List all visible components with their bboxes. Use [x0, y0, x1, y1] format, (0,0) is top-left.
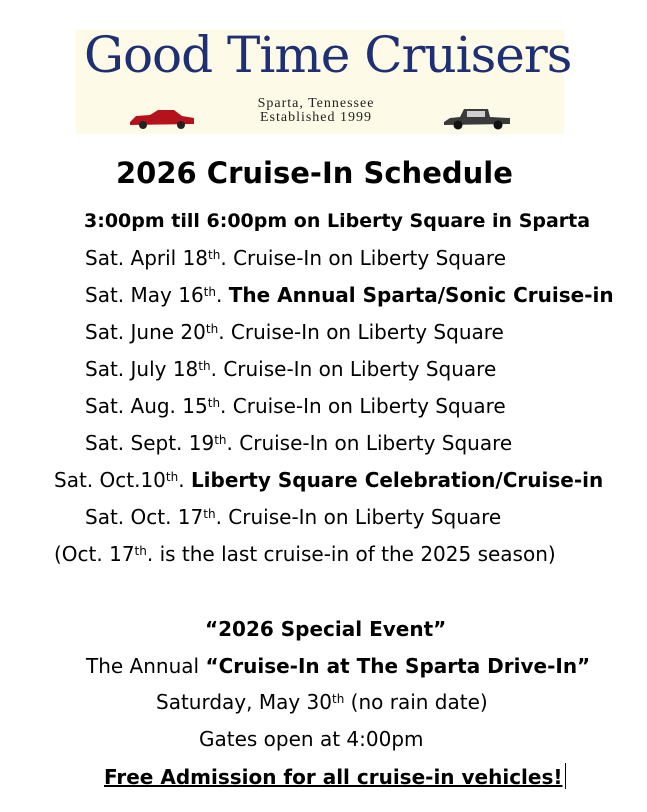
season-note: (Oct. 17th. is the last cruise-in of the 2025 season)	[54, 542, 556, 566]
date-suffix: th	[198, 359, 211, 373]
special-event-title: “2026 Special Event”	[205, 617, 447, 641]
schedule-date: Sat. May 16	[85, 283, 204, 307]
special-event-name: The Annual “Cruise-In at The Sparta Drive-In”	[86, 654, 591, 678]
free-admission-notice: Free Admission for all cruise-in vehicles!	[104, 763, 566, 789]
schedule-event: Liberty Square Celebration/Cruise-in	[190, 468, 604, 492]
club-location: Sparta, Tennessee	[257, 96, 375, 111]
schedule-date: Sat. July 18	[85, 357, 199, 381]
schedule-event: Cruise-In on Liberty Square	[223, 357, 497, 381]
schedule-event: Cruise-In on Liberty Square	[239, 431, 513, 455]
time-location-line: 3:00pm till 6:00pm on Liberty Square in Sparta	[84, 210, 591, 232]
schedule-row: Sat. April 18th. Cruise-In on Liberty Square	[85, 246, 506, 270]
date-suffix: th	[214, 433, 227, 447]
schedule-date: Sat. April 18	[85, 246, 209, 270]
black-antique-car-icon	[440, 106, 512, 130]
schedule-row: Sat. Sept. 19th. Cruise-In on Liberty Square	[85, 431, 513, 455]
date-suffix: th	[207, 396, 221, 410]
schedule-event: The Annual Sparta/Sonic Cruise-in	[228, 283, 614, 307]
schedule-row: Sat. July 18th. Cruise-In on Liberty Square	[85, 357, 497, 381]
page-title: 2026 Cruise-In Schedule	[116, 156, 513, 190]
schedule-event: Cruise-In on Liberty Square	[228, 505, 502, 529]
schedule-row: Sat. May 16th. The Annual Sparta/Sonic Cruise-in	[85, 283, 614, 307]
schedule-date: Sat. June 20	[85, 320, 206, 344]
red-classic-car-icon	[128, 108, 196, 130]
schedule-event: Cruise-In on Liberty Square	[233, 246, 506, 270]
schedule-row: Sat. Oct. 17th. Cruise-In on Liberty Square	[85, 505, 502, 529]
schedule-row: Sat. June 20th. Cruise-In on Liberty Square	[85, 320, 504, 344]
club-established: Established 1999	[259, 110, 373, 125]
gates-open-time: Gates open at 4:00pm	[199, 727, 424, 751]
date-suffix: th	[203, 507, 216, 521]
special-event-date: Saturday, May 30th (no rain date)	[156, 690, 488, 714]
schedule-row: Sat. Oct.10th. Liberty Square Celebration/Cruise-in	[54, 468, 604, 492]
schedule-event: Cruise-In on Liberty Square	[232, 394, 506, 418]
date-suffix: th	[205, 322, 219, 336]
schedule-date: Sat. Aug. 15	[85, 394, 208, 418]
schedule-date: Sat. Sept. 19	[85, 431, 215, 455]
schedule-row: Sat. Aug. 15th. Cruise-In on Liberty Square	[85, 394, 506, 418]
schedule-event: Cruise-In on Liberty Square	[230, 320, 504, 344]
date-suffix: th	[208, 248, 221, 262]
date-suffix: th	[165, 470, 179, 484]
club-banner	[76, 26, 572, 134]
club-name: Good Time Cruisers	[84, 26, 572, 84]
schedule-date: Sat. Oct.10	[54, 468, 166, 492]
text-cursor	[565, 763, 566, 789]
schedule-date: Sat. Oct. 17	[85, 505, 204, 529]
date-suffix: th	[203, 285, 216, 299]
